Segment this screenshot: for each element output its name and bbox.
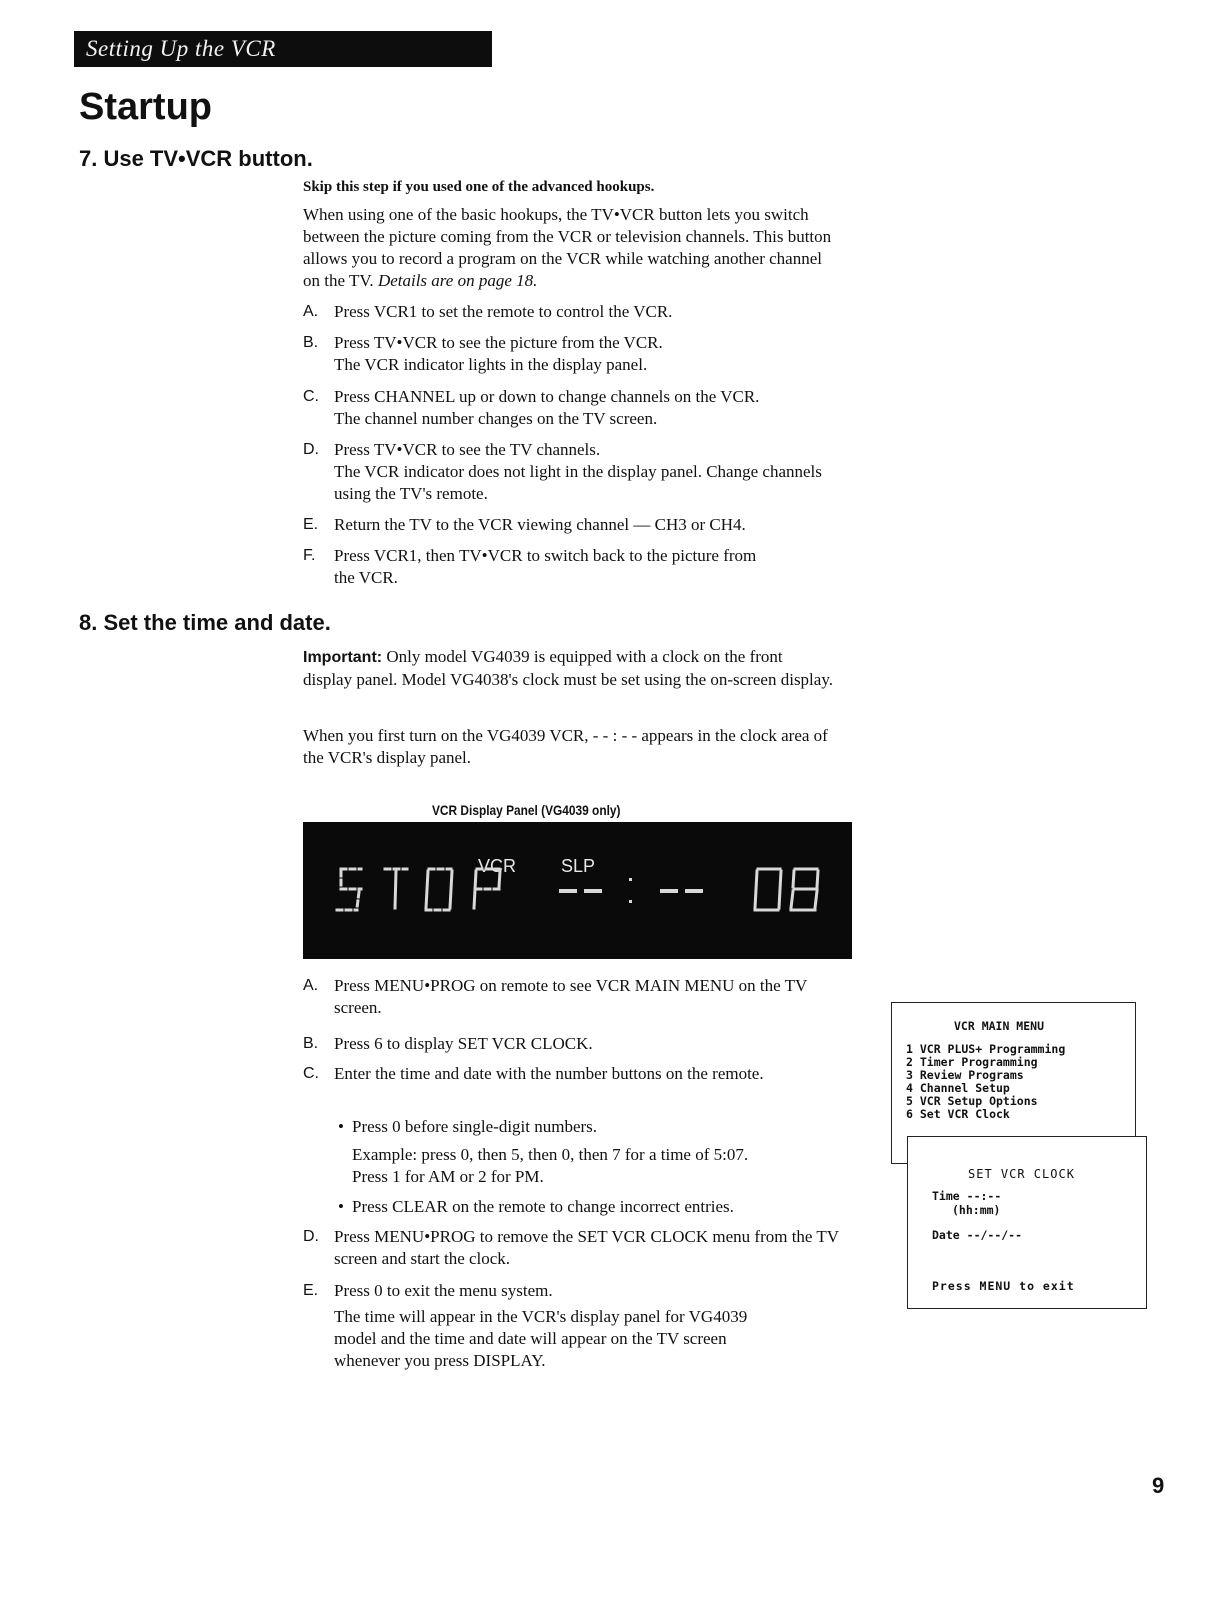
item-text: Press TV•VCR to see the picture from the VCR. (334, 333, 663, 352)
item-text: Press VCR1, then TV•VCR to switch back to the picture from the VCR. (334, 546, 757, 587)
step-7-intro-text: When using one of the basic hookups, the TV•VCR button lets you switch between the picture coming from the VCR or television channels. This button allows you to record a program on the VCR while watching another channel on the TV. (303, 205, 832, 290)
page-number: 9 (1152, 1473, 1165, 1498)
item-subtext: The channel number changes on the TV screen. (334, 409, 658, 428)
menu-item: 3 Review Programs (906, 1068, 1024, 1082)
important-label: Important: (303, 649, 383, 666)
item-letter: D. (303, 441, 319, 458)
menu-item: 2 Timer Programming (906, 1055, 1038, 1069)
display-panel-caption: VCR Display Panel (VG4039 only) (432, 802, 621, 818)
item-text: Press MENU•PROG to remove the SET VCR CLOCK menu from the TV screen and start the clock. (334, 1227, 839, 1268)
main-menu-list (906, 1043, 1065, 1121)
menu-item: 1 VCR PLUS+ Programming (906, 1042, 1066, 1056)
bullet-example: Example: press 0, then 5, then 0, then 7 for a time of 5:07. Press 1 for AM or 2 for PM. (352, 1145, 749, 1186)
item-subtext: The time will appear in the VCR's display panel for VG4039 model and the time and date will appear on the TV screen whenever you press DISPLAY. (334, 1307, 748, 1370)
item-letter: D. (303, 1228, 319, 1245)
segment-digit-8 (791, 869, 818, 910)
segment-char-s (337, 869, 361, 910)
time-format-hint: (hh:mm) (952, 1203, 1001, 1217)
seven-segment-readout (303, 822, 852, 959)
segment-digit-0 (755, 869, 781, 910)
step-7-heading: 7. Use TV•VCR button. (79, 146, 313, 171)
item-text: Return the TV to the VCR viewing channel — CH3 or CH4. (334, 515, 746, 534)
item-letter: C. (303, 388, 319, 405)
item-text: Press 6 to display SET VCR CLOCK. (334, 1034, 593, 1053)
clock-date-row (932, 1228, 1022, 1242)
time-value: --:-- (966, 1189, 1002, 1203)
item-letter: A. (303, 977, 319, 994)
date-value: --/--/-- (966, 1228, 1023, 1242)
item-letter: C. (303, 1065, 319, 1082)
clock-menu-exit-hint: Press MENU to exit (932, 1279, 1075, 1293)
clock-time-row (932, 1189, 1001, 1217)
item-text: Press MENU•PROG on remote to see VCR MAIN MENU on the TV screen. (334, 976, 807, 1017)
menu-item: 4 Channel Setup (906, 1081, 1010, 1095)
item-text: Press TV•VCR to see the TV channels. (334, 440, 601, 459)
segment-char-p (474, 869, 500, 908)
item-letter: A. (303, 303, 319, 320)
step-8-heading: 8. Set the time and date. (79, 610, 331, 635)
slp-indicator: SLP (561, 856, 596, 876)
clock-menu-title: SET VCR CLOCK (968, 1167, 1075, 1181)
set-vcr-clock-screen (907, 1136, 1147, 1309)
item-letter: F. (303, 547, 316, 564)
first-power-on-text: When you first turn on the VG4039 VCR, - - : - - appears in the clock area of the VCR's display panel. (303, 726, 828, 767)
segment-char-t (385, 869, 407, 908)
date-label: Date (932, 1228, 960, 1242)
vcr-indicator: VCR (478, 856, 517, 876)
bullet-text: Press 0 before single-digit numbers. (352, 1117, 598, 1136)
main-menu-title: VCR MAIN MENU (954, 1019, 1045, 1033)
menu-item: 5 VCR Setup Options (906, 1094, 1038, 1108)
item-letter: B. (303, 1035, 319, 1052)
page-title: Startup (79, 86, 212, 128)
item-letter: B. (303, 334, 319, 351)
time-label: Time (932, 1189, 960, 1203)
item-text: Press 0 to exit the menu system. (334, 1281, 553, 1300)
item-subtext: The VCR indicator lights in the display panel. (334, 355, 648, 374)
segment-char-o (426, 869, 452, 910)
menu-item: 6 Set VCR Clock (906, 1107, 1010, 1121)
item-letter: E. (303, 1282, 319, 1299)
step-7-skip-note: Skip this step if you used one of the advanced hookups. (303, 179, 655, 195)
item-text: Press VCR1 to set the remote to control the VCR. (334, 302, 673, 321)
item-subtext: The VCR indicator does not light in the display panel. Change channels using the TV's remote. (334, 462, 822, 503)
section-banner: Setting Up the VCR (74, 31, 492, 67)
segment-colon (629, 878, 632, 903)
important-note (303, 646, 833, 691)
important-text: Only model VG4039 is equipped with a clock on the front display panel. Model VG4038's clock must be set using the on-screen display. (303, 647, 833, 689)
bullet-text: Press CLEAR on the remote to change incorrect entries. (352, 1197, 734, 1216)
step-7-page-reference: Details are on page 18. (377, 271, 538, 290)
item-text: Press CHANNEL up or down to change channels on the VCR. (334, 387, 760, 406)
item-letter: E. (303, 516, 319, 533)
step-7-intro (303, 204, 833, 292)
item-text: Enter the time and date with the number buttons on the remote. (334, 1064, 764, 1083)
vcr-display-panel (303, 822, 852, 959)
